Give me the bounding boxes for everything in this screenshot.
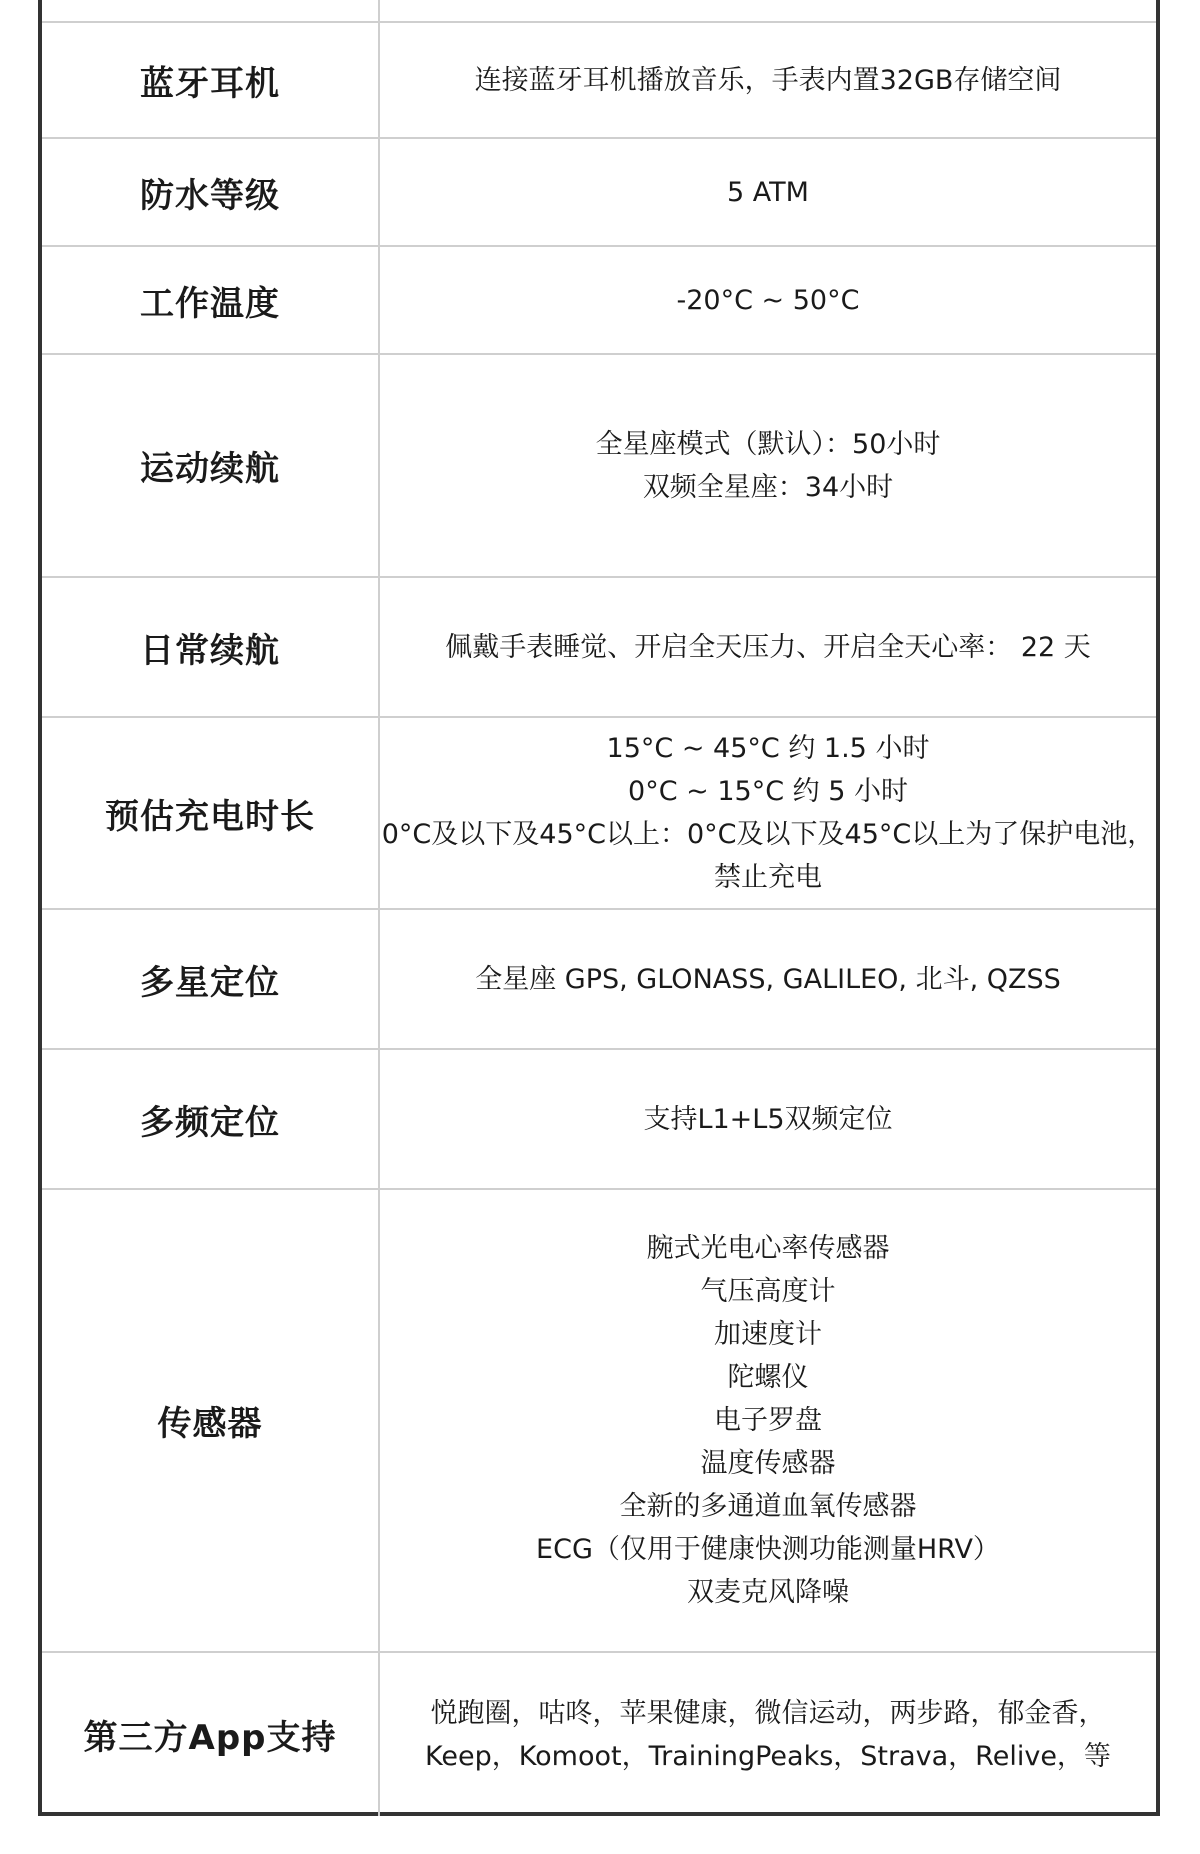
table-row xyxy=(42,717,1156,909)
value-line: 腕式光电心率传感器 xyxy=(646,1233,890,1264)
row-value xyxy=(379,1049,1156,1189)
table-row xyxy=(42,138,1156,246)
value-line: 双麦克风降噪 xyxy=(687,1577,849,1608)
value-line: 0°C及以下及45°C以上：0°C及以下及45°C以上为了保护电池， xyxy=(381,819,1155,850)
row-label: 多星定位 xyxy=(42,909,379,1049)
table-row xyxy=(42,0,1156,22)
value-line: 加速度计 xyxy=(714,1319,822,1350)
value-line: ECG（仅用于健康快测功能测量HRV） xyxy=(536,1534,1000,1565)
row-label: 蓝牙耳机 xyxy=(42,22,379,138)
value-line: 全新的多通道血氧传感器 xyxy=(619,1491,917,1522)
row-label xyxy=(42,0,379,22)
value-line: 佩戴手表睡觉、开启全天压力、开启全天心率： 22 天 xyxy=(445,631,1091,663)
table-row xyxy=(42,246,1156,354)
row-value xyxy=(379,354,1156,577)
row-label: 多频定位 xyxy=(42,1049,379,1189)
value-line: 支持L1+L5双频定位 xyxy=(643,1103,893,1135)
value-line: 温度传感器 xyxy=(700,1448,836,1479)
value-line: 5 ATM xyxy=(727,176,809,208)
spec-table xyxy=(42,0,1156,1816)
value-line: 15°C ~ 45°C 约 1.5 小时 xyxy=(606,733,930,764)
row-label: 工作温度 xyxy=(42,246,379,354)
row-value xyxy=(379,909,1156,1049)
row-label: 第三方App支持 xyxy=(42,1652,379,1816)
value-line: 电子罗盘 xyxy=(714,1405,822,1436)
row-value xyxy=(379,138,1156,246)
value-line: 悦跑圈，咕咚，苹果健康，微信运动，两步路，郁金香， xyxy=(430,1697,1106,1729)
table-row xyxy=(42,1189,1156,1652)
row-label: 日常续航 xyxy=(42,577,379,717)
value-line: 全星座 GPS, GLONASS, GALILEO, 北斗, QZSS xyxy=(475,963,1061,995)
spec-table-frame xyxy=(38,0,1160,1816)
value-line: 气压高度计 xyxy=(700,1276,836,1307)
row-label: 运动续航 xyxy=(42,354,379,577)
value-line: Keep，Komoot，TrainingPeaks，Strava，Relive，等 xyxy=(425,1740,1111,1772)
value-line: 连接蓝牙耳机播放音乐，手表内置32GB存储空间 xyxy=(474,64,1062,96)
table-row xyxy=(42,1049,1156,1189)
row-label: 传感器 xyxy=(42,1189,379,1652)
row-value xyxy=(379,1189,1156,1652)
table-row xyxy=(42,909,1156,1049)
value-line: 禁止充电 xyxy=(714,862,822,893)
table-row xyxy=(42,1652,1156,1816)
row-value xyxy=(379,1652,1156,1816)
value-line: 0°C ~ 15°C 约 5 小时 xyxy=(628,776,908,807)
value-line: 双频全星座：34小时 xyxy=(642,471,894,503)
row-value xyxy=(379,246,1156,354)
value-line: 全星座模式（默认）：50小时 xyxy=(595,428,941,460)
table-row xyxy=(42,22,1156,138)
value-line: -20°C ~ 50°C xyxy=(676,284,860,316)
row-value xyxy=(379,717,1156,909)
table-row xyxy=(42,354,1156,577)
row-value xyxy=(379,577,1156,717)
value-line: 陀螺仪 xyxy=(727,1362,809,1393)
row-value xyxy=(379,22,1156,138)
row-value xyxy=(379,0,1156,22)
row-label: 防水等级 xyxy=(42,138,379,246)
table-row xyxy=(42,577,1156,717)
row-label: 预估充电时长 xyxy=(42,717,379,909)
